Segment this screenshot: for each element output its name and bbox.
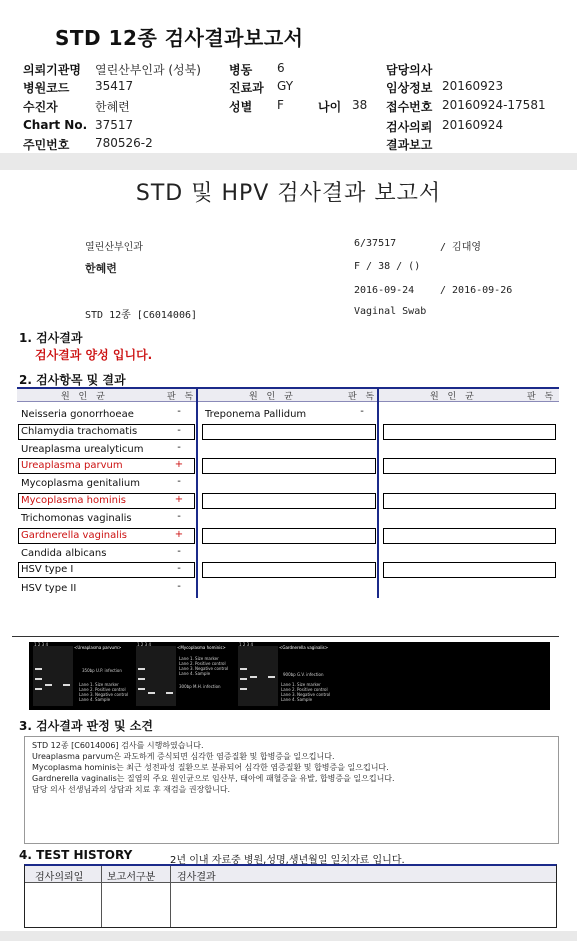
field-label-age: 나이 [318,100,342,114]
gel-band [240,668,247,670]
result-mark-positive: + [174,459,184,470]
opinion-line: 담당 의사 선생님과의 상담과 치료 후 재검을 권장합니다. [32,785,231,794]
opinion-line: Ureaplasma parvum은 과도하게 증식되면 심각한 염증질환 및 합병증을 일으킵니다. [32,752,335,761]
empty-row-box [383,424,556,440]
result-positive-message: 검사결과 양성 입니다. [35,348,153,362]
report-doctor: / 김대영 [440,242,482,253]
col-header-result-2: 판 독 [348,392,378,402]
gel-legend-line: Lane 4. Sample [281,697,313,702]
pathogen-name: HSV type I [21,564,74,575]
report-chart-no: 6/37517 [354,238,397,249]
gel-panel-2-title: <Mycoplasma hominis> [177,645,226,650]
gel-band [138,678,145,680]
gel-lane-numbers: 1 2 3 4 [239,642,253,647]
gel-legend-line: Lane 1. Size marker [79,682,119,687]
field-label-receipt-no: 접수번호 [386,100,433,114]
field-value-patient: 한혜련 [95,100,130,114]
opinion-line: Mycoplasma hominis는 최근 성전파성 질환으로 분류되어 심각한 염증질환 및 합병증을 일으킵니다. [32,763,389,772]
gel-band [35,678,42,680]
pathogen-name-positive: Gardnerella vaginalis [21,530,127,541]
result-mark: - [177,546,181,557]
gel-image [238,646,278,706]
gel-legend-line: Lane 2. Positive control [179,661,226,666]
header-divider-band [0,153,577,170]
section-2-title: 2. 검사항목 및 결과 [19,373,126,387]
section-divider [12,636,559,637]
field-label-ward: 병동 [229,63,253,77]
gel-band [138,668,145,670]
field-value-receipt-no: 20160924-17581 [442,98,546,112]
pathogen-name: Mycoplasma genitalium [21,478,140,489]
gel-panel-3-label: 900bp G.V. infection [283,672,324,677]
field-value-clinic: 열린산부인과 (성북) [95,63,201,77]
gel-band [268,676,275,678]
test-history-header [25,866,556,883]
gel-band [240,678,247,680]
gel-band [166,692,173,694]
empty-row-box [383,458,556,474]
gel-band [240,688,247,690]
report-date-from: 2016-09-24 [354,285,415,296]
gel-lane-numbers: 1 2 3 4 [137,642,151,647]
field-value-chart-no: 37517 [95,118,134,132]
col-header-pathogen-1: 원 인 균 [61,392,108,402]
report-specimen: Vaginal Swab [354,306,427,317]
gel-panel-3-title: <Gardnerella vaginalis> [279,645,329,650]
field-value-clinical-info: 20160923 [442,79,504,93]
field-label-resident-no: 주민번호 [23,138,70,152]
pathogen-name-positive: Mycoplasma hominis [21,495,126,506]
gel-band [35,688,42,690]
result-mark: - [177,476,181,487]
gel-electrophoresis-images [29,642,550,710]
field-value-request-date: 20160924 [442,118,504,132]
pathogen-name: Neisseria gonorrhoeae [21,409,134,420]
empty-row-box [202,493,376,509]
field-value-department: GY [277,79,294,93]
gel-panel-1-label: 350bp U.P. infection [82,668,122,673]
report-patient: 한혜련 [85,262,117,275]
col-header-pathogen-2: 원 인 균 [249,392,296,402]
gel-band [63,684,70,686]
report-title: STD 및 HPV 검사결과 보고서 [135,181,442,206]
gel-legend-line: Lane 3. Negative control [79,692,129,697]
gel-legend-line: Lane 1. Size marker [179,656,219,661]
pathogen-name: Trichomonas vaginalis [21,513,132,524]
gel-lane-numbers: 1 2 3 4 [34,642,48,647]
pathogen-name-positive: Ureaplasma parvum [21,460,123,471]
pathogen-name: Ureaplasma urealyticum [21,444,144,455]
field-label-doctor: 담당의사 [386,63,433,77]
column-divider-2 [377,389,379,598]
gel-panel-2-label: 300bp M.H. infection [179,684,221,689]
gel-legend-line: Lane 4. Sample [79,697,111,702]
gel-legend-line: Lane 1. Size marker [281,682,321,687]
gel-image [33,646,73,706]
gel-band [250,676,257,678]
empty-row-box [202,562,376,578]
report-date-to: / 2016-09-26 [440,285,513,296]
column-divider-1 [196,389,198,598]
pathogen-name: Treponema Pallidum [205,409,307,420]
gel-band [138,688,145,690]
field-value-resident-no: 780526-2 [95,136,153,150]
test-history-note: 2년 이내 자료중 병원,성명,생년월일 일치자료 입니다. [170,855,405,866]
pathogen-name: HSV type II [21,583,77,594]
empty-row-box [383,562,556,578]
result-mark: - [177,442,181,453]
history-col-report-type: 보고서구분 [107,872,156,883]
history-col-divider [101,866,102,927]
test-history-table [24,864,557,928]
field-label-department: 진료과 [229,81,264,95]
table-header [17,389,559,402]
result-mark: - [177,425,181,436]
footer-band [0,931,577,941]
gel-legend-line: Lane 3. Negative control [281,692,331,697]
pathogen-name: Chlamydia trachomatis [21,426,138,437]
field-label-chart-no: Chart No. [23,118,88,132]
result-mark: - [177,511,181,522]
opinion-line: STD 12종 [C6014006] 검사를 시행하였습니다. [32,741,204,750]
section-1-title: 1. 검사결과 [19,331,83,345]
gel-legend-line: Lane 4. Sample [179,671,211,676]
section-4-title: 4. TEST HISTORY [19,848,133,862]
history-col-result: 검사결과 [177,872,216,883]
col-header-pathogen-3: 원 인 균 [430,392,477,402]
result-mark-positive: + [174,529,184,540]
empty-row-box [383,528,556,544]
page-title: STD 12종 검사결과보고서 [55,26,304,50]
opinion-text-box [24,736,559,844]
field-value-age: 38 [352,98,368,112]
result-mark: - [177,581,181,592]
empty-row-box [383,493,556,509]
gel-panel-1-title: <Ureaplasma parvum> [74,645,122,650]
result-mark: - [360,406,364,417]
result-mark-positive: + [174,494,184,505]
field-value-ward: 6 [277,61,285,75]
result-mark: - [177,406,181,417]
field-value-hospital-code: 35417 [95,79,134,93]
gel-legend-line: Lane 3. Negative control [179,666,229,671]
pathogen-name: Candida albicans [21,548,107,559]
gel-legend-line: Lane 2. Positive control [79,687,126,692]
result-mark: - [177,563,181,574]
gel-band [45,684,52,686]
opinion-line: Gardnerella vaginalis는 질염의 주요 원인균으로 임산부, 태아에 패혈증을 유발, 합병증을 일으킵니다. [32,774,395,783]
gel-band [35,668,42,670]
field-label-sex: 성별 [229,100,253,114]
col-header-result-1: 판 독 [167,392,197,402]
empty-row-box [202,458,376,474]
field-label-hospital-code: 병원코드 [23,81,70,95]
gel-image [136,646,176,706]
field-value-sex: F [277,98,284,112]
empty-row-box [202,424,376,440]
section-3-title: 3. 검사결과 판정 및 소견 [19,719,153,733]
field-label-clinic: 의뢰기관명 [23,63,81,77]
gel-legend-line: Lane 2. Positive control [281,687,328,692]
field-label-patient: 수진자 [23,100,58,114]
empty-row-box [202,528,376,544]
gel-band [148,692,155,694]
field-label-clinical-info: 임상정보 [386,81,433,95]
col-header-result-3: 판 독 [527,392,557,402]
report-test-code: STD 12종 [C6014006] [85,310,198,321]
history-col-divider [170,866,171,927]
report-sex-age: F / 38 / () [354,261,421,272]
report-clinic: 열린산부인과 [85,242,143,253]
field-label-request-date: 검사의뢰 [386,120,433,134]
history-col-request-date: 검사의뢰일 [35,872,84,883]
field-label-report-date: 결과보고 [386,138,433,152]
